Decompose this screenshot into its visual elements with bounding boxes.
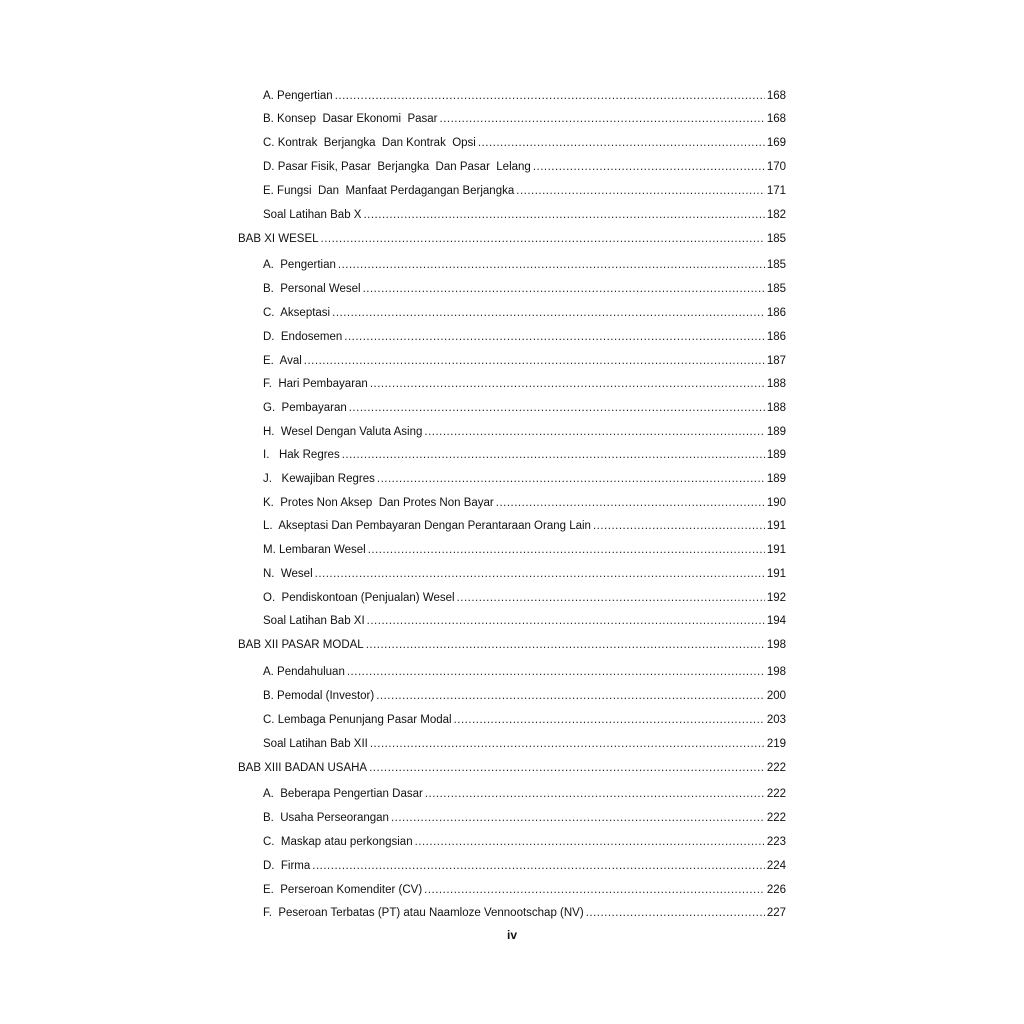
toc-entry-page: 186 [766,331,786,343]
toc-entry-page: 191 [766,544,786,556]
toc-dot-leader [478,136,765,150]
toc-chapter-entry [238,232,786,246]
toc-section-entry [263,567,786,581]
toc-entry-title: A. Pendahuluan [263,666,345,678]
toc-entry-page: 194 [766,615,786,627]
toc-dot-leader [342,448,765,462]
toc-entry-page: 189 [766,473,786,485]
toc-section-entry [263,787,786,801]
toc-entry-title: A. Pengertian [263,90,333,102]
toc-entry-page: 168 [766,90,786,102]
toc-entry-page: 187 [766,355,786,367]
toc-entry-title: E. Perseroan Komenditer (CV) [263,884,423,896]
toc-section-entry [263,112,786,126]
toc-section-entry [263,713,786,727]
toc-dot-leader [363,282,765,296]
toc-entry-title: B. Usaha Perseorangan [263,812,389,824]
toc-entry-title: C. Kontrak Berjangka Dan Kontrak Opsi [263,137,476,149]
toc-entry-page: 168 [766,113,786,125]
toc-section-entry [263,496,786,510]
toc-dot-leader [440,112,765,126]
toc-entry-title: C. Akseptasi [263,307,331,319]
toc-entry-title: B. Personal Wesel [263,283,361,295]
toc-entry-title: N. Wesel [263,568,313,580]
toc-dot-leader [376,689,765,703]
toc-section-entry [263,306,786,320]
toc-section-entry [263,519,786,533]
toc-entry-title: E. Aval [263,355,302,367]
toc-section-entry [263,160,786,174]
toc-dot-leader [370,737,765,751]
toc-section-entry [263,208,786,222]
toc-dot-leader [312,859,765,873]
toc-dot-leader [533,160,765,174]
toc-section-entry [263,543,786,557]
toc-dot-leader [593,519,765,533]
toc-entry-title: F. Peseroan Terbatas (PT) atau Naamloze Vennootschap (NV) [263,907,584,919]
toc-entry-page: 203 [766,714,786,726]
toc-entry-page: 222 [766,812,786,824]
toc-dot-leader [367,614,765,628]
toc-entry-title: M. Lembaran Wesel [263,544,366,556]
toc-dot-leader [516,184,765,198]
toc-dot-leader [457,591,765,605]
toc-entry-title: BAB XIII BADAN USAHA [238,762,368,774]
toc-entry-page: 222 [766,788,786,800]
toc-entry-title: G. Pembayaran [263,402,347,414]
toc-dot-leader [496,496,765,510]
toc-entry-title: J. Kewajiban Regres [263,473,375,485]
toc-entry-page: 227 [766,907,786,919]
toc-dot-leader [363,208,764,222]
toc-section-entry [263,906,786,920]
toc-dot-leader [338,258,765,272]
toc-dot-leader [424,425,764,439]
toc-section-entry [263,258,786,272]
toc-entry-page: 191 [766,568,786,580]
toc-section-entry [263,89,786,103]
toc-entry-page: 223 [766,836,786,848]
toc-entry-page: 185 [766,283,786,295]
toc-section-entry [263,737,786,751]
toc-section-entry [263,354,786,368]
toc-entry-title: BAB XII PASAR MODAL [238,639,364,651]
toc-chapter-entry [238,638,786,652]
toc-section-entry [263,835,786,849]
toc-section-entry [263,330,786,344]
toc-dot-leader [370,377,765,391]
toc-entry-title: L. Akseptasi Dan Pembayaran Dengan Perantaraan Orang Lain [263,520,591,532]
toc-entry-title: E. Fungsi Dan Manfaat Perdagangan Berjangka [263,185,515,197]
toc-dot-leader [335,89,765,103]
toc-section-entry [263,811,786,825]
toc-entry-page: 191 [766,520,786,532]
toc-entry-page: 224 [766,860,786,872]
toc-entry-page: 188 [766,402,786,414]
toc-section-entry [263,665,786,679]
toc-entry-title: A. Beberapa Pengertian Dasar [263,788,423,800]
toc-entry-title: A. Pengertian [263,259,336,271]
toc-chapter-entry [238,761,786,775]
toc-dot-leader [349,401,765,415]
toc-entry-page: 198 [766,639,786,651]
toc-entry-title: H. Wesel Dengan Valuta Asing [263,426,423,438]
toc-section-entry [263,472,786,486]
toc-dot-leader [369,761,765,775]
toc-entry-title: C. Lembaga Penunjang Pasar Modal [263,714,452,726]
toc-dot-leader [344,330,765,344]
toc-entry-page: 226 [766,884,786,896]
toc-entry-title: I. Hak Regres [263,449,340,461]
toc-dot-leader [415,835,765,849]
toc-entry-page: 170 [766,161,786,173]
toc-entry-page: 200 [766,690,786,702]
toc-dot-leader [454,713,765,727]
toc-entry-page: 186 [766,307,786,319]
toc-entry-page: 171 [766,185,786,197]
toc-dot-leader [304,354,765,368]
toc-entry-title: BAB XI WESEL [238,233,319,245]
toc-entry-page: 169 [766,137,786,149]
toc-entry-page: 190 [766,497,786,509]
toc-entry-page: 219 [766,738,786,750]
toc-section-entry [263,689,786,703]
toc-entry-page: 189 [766,426,786,438]
toc-section-entry [263,377,786,391]
toc-entry-title: B. Pemodal (Investor) [263,690,375,702]
toc-entry-title: K. Protes Non Aksep Dan Protes Non Bayar [263,497,494,509]
toc-section-entry [263,614,786,628]
toc-entry-title: D. Firma [263,860,311,872]
toc-dot-leader [586,906,765,920]
toc-entry-title: O. Pendiskontoan (Penjualan) Wesel [263,592,455,604]
toc-entry-title: Soal Latihan Bab XI [263,615,365,627]
toc-entry-title: Soal Latihan Bab XII [263,738,368,750]
toc-entry-page: 192 [766,592,786,604]
toc-section-entry [263,591,786,605]
toc-entry-page: 182 [766,209,786,221]
toc-section-entry [263,883,786,897]
toc-entry-page: 222 [766,762,786,774]
toc-section-entry [263,401,786,415]
toc-entry-page: 185 [766,233,786,245]
toc-entry-title: F. Hari Pembayaran [263,378,368,390]
toc-dot-leader [321,232,765,246]
toc-section-entry [263,282,786,296]
toc-section-entry [263,184,786,198]
toc-dot-leader [377,472,765,486]
toc-entry-page: 188 [766,378,786,390]
toc-entry-title: B. Konsep Dasar Ekonomi Pasar [263,113,438,125]
toc-entry-title: Soal Latihan Bab X [263,209,362,221]
toc-entry-title: C. Maskap atau perkongsian [263,836,413,848]
toc-dot-leader [368,543,765,557]
toc-section-entry [263,425,786,439]
toc-entry-title: D. Endosemen [263,331,343,343]
toc-dot-leader [425,787,765,801]
page-number: iv [506,928,517,942]
toc-section-entry [263,448,786,462]
toc-section-entry [263,859,786,873]
toc-dot-leader [347,665,765,679]
toc-dot-leader [424,883,765,897]
toc-entry-page: 198 [766,666,786,678]
toc-entry-page: 189 [766,449,786,461]
toc-entry-title: D. Pasar Fisik, Pasar Berjangka Dan Pasar Lelang [263,161,531,173]
toc-dot-leader [366,638,765,652]
toc-dot-leader [332,306,765,320]
toc-dot-leader [315,567,765,581]
toc-dot-leader [391,811,765,825]
toc-section-entry [263,136,786,150]
toc-entry-page: 185 [766,259,786,271]
